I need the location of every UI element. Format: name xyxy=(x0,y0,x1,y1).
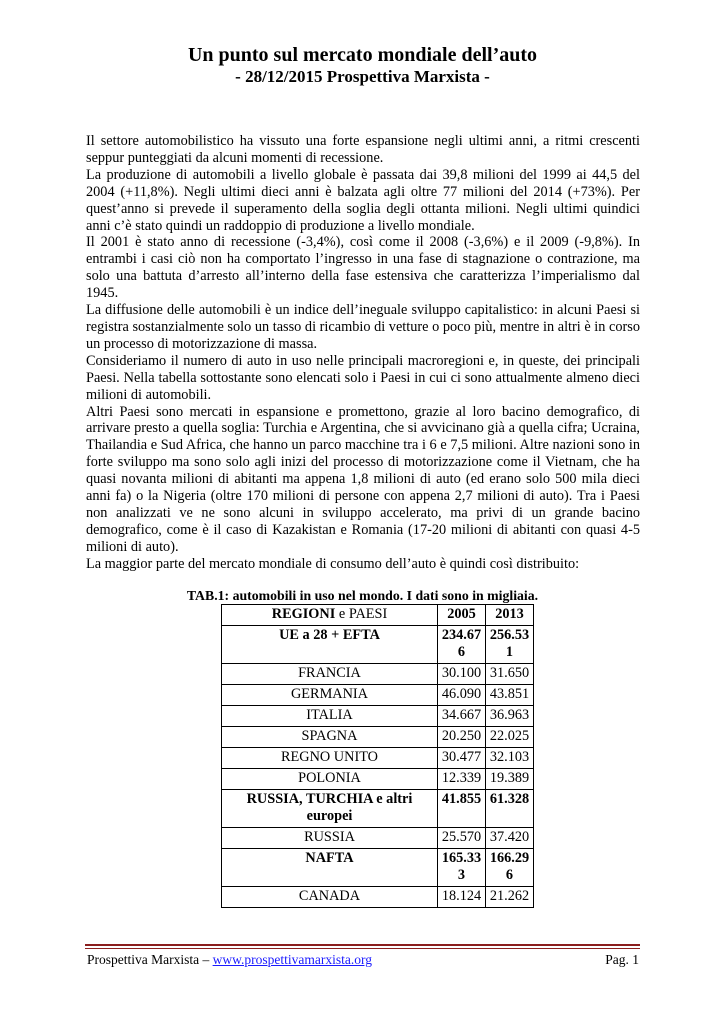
footer-divider-thin xyxy=(85,948,640,949)
table-row xyxy=(222,887,534,908)
paragraph: Il settore automobilistico ha vissuto una forte espansione negli ultimi anni, a ritmi crescenti seppur punteggiati da alcuni momenti di recessione. xyxy=(86,133,640,166)
table-cell-2013: 43.851 xyxy=(486,685,534,706)
table-header-row xyxy=(222,605,534,626)
footer-link[interactable]: www.prospettivamarxista.org xyxy=(212,952,372,967)
table-cell-2013: 166.296 xyxy=(486,849,534,887)
table-cell-2013: 61.328 xyxy=(486,790,534,828)
paragraph: Altri Paesi sono mercati in espansione e promettono, grazie al loro bacino demografico, di arrivare presto a quella soglia: Turchia e Argentina, che si avvicinano già a quella cifra; Ucraina, Thailandia e Sud Africa, che hanno un parco macchine tra i 6 e 7,5 milioni. Altre nazioni sono in forte sviluppo ma sono solo agli inizi del processo di motorizzazione come il Vietnam, che ha quasi novanta milioni di abitanti ma appena 1,8 milioni di auto (ed erano solo 500 mila dieci anni fa) o la Nigeria (oltre 170 milioni di persone con appena 2,7 milioni di auto). Tra i Paesi non analizzati ve ne sono alcuni in sviluppo accelerato, ma privi di un grande bacino demografico, come è il caso di Kazakistan e Romania (17-20 milioni di abitanti con quasi 4-5 milioni di auto). xyxy=(86,403,640,555)
table-cell-2013: 36.963 xyxy=(486,706,534,727)
table-row xyxy=(222,626,534,664)
table-cell-2005: 12.339 xyxy=(438,769,486,790)
table-cell-2013: 32.103 xyxy=(486,748,534,769)
paragraph: La maggior parte del mercato mondiale di consumo dell’auto è quindi così distribuito: xyxy=(86,555,580,572)
column-header-2005: 2005 xyxy=(438,605,486,626)
table-row xyxy=(222,769,534,790)
table-row xyxy=(222,828,534,849)
paragraph: La produzione di automobili a livello globale è passata dai 39,8 milioni del 1999 ai 44,5 del 2004 (+11,8%). Negli ultimi dieci anni è balzata agli oltre 77 milioni del 2014 (+73%). Per quest’anno si prevede il superamento della soglia degli ottanta milioni. Negli ultimi quindici anni c’è stato quindi un raddoppio di produzione a livello mondiale. xyxy=(86,166,640,234)
table-cell-name: GERMANIA xyxy=(222,685,438,706)
table-cell-2005: 30.100 xyxy=(438,664,486,685)
table-cell-2013: 256.531 xyxy=(486,626,534,664)
table-cell-2005: 25.570 xyxy=(438,828,486,849)
table-row xyxy=(222,849,534,887)
table-row xyxy=(222,664,534,685)
table-cell-name: CANADA xyxy=(222,887,438,908)
article-body xyxy=(86,133,640,573)
table-cell-name: NAFTA xyxy=(222,849,438,887)
column-header-2013: 2013 xyxy=(486,605,534,626)
footer-divider xyxy=(85,944,640,946)
table-row xyxy=(222,706,534,727)
table-cell-2005: 30.477 xyxy=(438,748,486,769)
table-row xyxy=(222,685,534,706)
paragraph: Consideriamo il numero di auto in uso nelle principali macroregioni e, in queste, dei principali Paesi. Nella tabella sottostante sono elencati solo i Paesi in cui ci sono attualmente almeno dieci milioni di automobili. xyxy=(86,352,640,403)
table-caption: TAB.1: automobili in uso nel mondo. I dati sono in migliaia. xyxy=(186,588,539,603)
table-cell-name: ITALIA xyxy=(222,706,438,727)
paragraph: La diffusione delle automobili è un indice dell’ineguale sviluppo capitalistico: in alcuni Paesi si registra sostanzialmente solo un tasso di ricambio di vetture o poco più, mentre in altri è in corso un processo di motorizzazione di massa. xyxy=(86,302,640,352)
table-cell-name: FRANCIA xyxy=(222,664,438,685)
table-cell-name: REGNO UNITO xyxy=(222,748,438,769)
table-cell-2013: 19.389 xyxy=(486,769,534,790)
table-row xyxy=(222,748,534,769)
table-cell-2005: 18.124 xyxy=(438,887,486,908)
footer-source: Prospettiva Marxista – www.prospettivamarxista.org xyxy=(87,952,372,967)
column-header-regions: REGIONI e PAESI xyxy=(222,605,438,626)
table-cell-name: UE a 28 + EFTA xyxy=(222,626,438,664)
table-cell-2005: 41.855 xyxy=(438,790,486,828)
table-cell-2005: 20.250 xyxy=(438,727,486,748)
table-cell-name: SPAGNA xyxy=(222,727,438,748)
table-cell-name: POLONIA xyxy=(222,769,438,790)
table-cell-2005: 46.090 xyxy=(438,685,486,706)
table-body xyxy=(222,626,534,908)
table-row xyxy=(222,790,534,828)
table-cell-2005: 165.333 xyxy=(438,849,486,887)
table-cell-2013: 31.650 xyxy=(486,664,534,685)
paragraph: Il 2001 è stato anno di recessione (-3,4%), così come il 2008 (-3,6%) e il 2009 (-9,8%). In entrambi i casi ciò non ha comportato l’ingresso in una fase di stagnazione o contrazione, ma solo una battuta d’arresto all’interno della fase estensiva che caratterizza l’imperialismo dal 1945. xyxy=(86,234,640,302)
document-title: Un punto sul mercato mondiale dell’auto xyxy=(187,44,538,66)
table-cell-2013: 21.262 xyxy=(486,887,534,908)
table-cell-2005: 34.667 xyxy=(438,706,486,727)
table-cell-name: RUSSIA, TURCHIA e altri europei xyxy=(222,790,438,828)
table-cell-2005: 234.676 xyxy=(438,626,486,664)
document-subtitle: - 28/12/2015 Prospettiva Marxista - xyxy=(235,67,490,86)
table-cell-2013: 22.025 xyxy=(486,727,534,748)
page-number: Pag. 1 xyxy=(605,952,639,967)
cars-in-use-table xyxy=(221,604,534,908)
table-cell-2013: 37.420 xyxy=(486,828,534,849)
table-cell-name: RUSSIA xyxy=(222,828,438,849)
table-row xyxy=(222,727,534,748)
